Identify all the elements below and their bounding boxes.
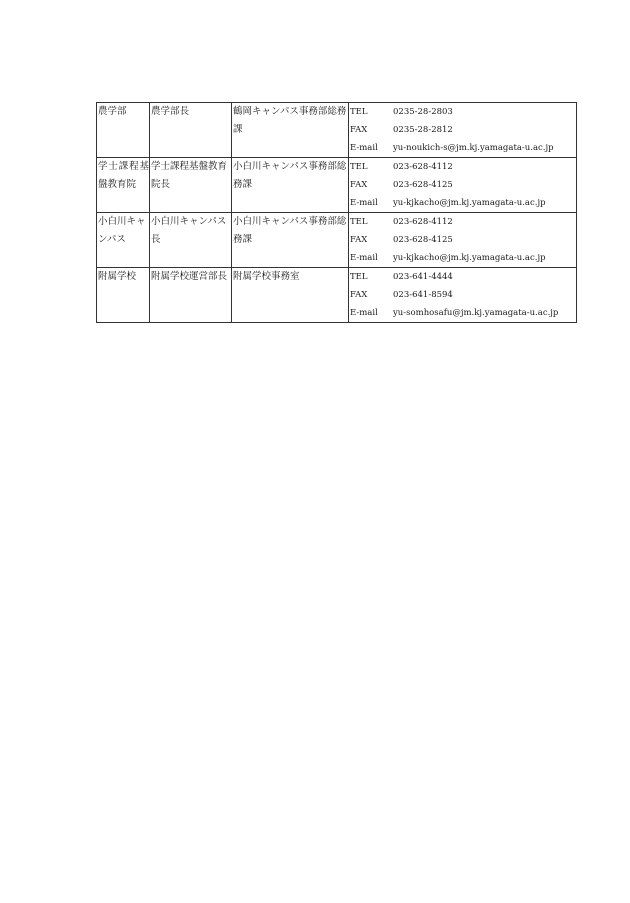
fax-line: [349, 231, 576, 249]
email-label: E-mail: [350, 198, 378, 208]
department-cell: 附属学校: [97, 268, 150, 323]
email-value: yu-kjkacho@jm.kj.yamagata-u.ac.jp: [393, 253, 546, 263]
email-label: E-mail: [350, 253, 378, 263]
title-cell: 小白川キャンパス長: [150, 213, 232, 268]
fax-label: FAX: [350, 290, 368, 300]
office-cell: 小白川キャンパス事務部総務課: [232, 158, 349, 213]
fax-label: FAX: [350, 125, 368, 135]
contact-cell: [349, 213, 577, 268]
department-cell: 小白川キャンパス: [97, 213, 150, 268]
table-row: [97, 103, 577, 158]
title-cell: 農学部長: [150, 103, 232, 158]
fax-line: [349, 176, 576, 194]
department-cell: 学士課程基盤教育院: [97, 158, 150, 213]
tel-line: [349, 213, 576, 231]
contact-cell: [349, 103, 577, 158]
email-value: yu-somhosafu@jm.kj.yamagata-u.ac.jp: [393, 308, 559, 318]
email-value: yu-kjkacho@jm.kj.yamagata-u.ac.jp: [393, 198, 546, 208]
tel-line: [349, 158, 576, 176]
fax-line: [349, 121, 576, 139]
title-cell: 学士課程基盤教育院長: [150, 158, 232, 213]
tel-value: 0235-28-2803: [393, 107, 453, 117]
email-line: [349, 304, 576, 322]
fax-value: 023-628-4125: [393, 180, 453, 190]
tel-value: 023-628-4112: [393, 217, 453, 227]
fax-label: FAX: [350, 180, 368, 190]
tel-value: 023-641-4444: [393, 272, 453, 282]
tel-line: [349, 103, 576, 121]
email-line: [349, 249, 576, 267]
email-line: [349, 139, 576, 157]
email-label: E-mail: [350, 143, 378, 153]
table-row: [97, 213, 577, 268]
fax-value: 023-628-4125: [393, 235, 453, 245]
contact-cell: [349, 268, 577, 323]
office-cell: 鶴岡キャンパス事務部総務課: [232, 103, 349, 158]
office-cell: 附属学校事務室: [232, 268, 349, 323]
title-cell: 附属学校運営部長: [150, 268, 232, 323]
tel-line: [349, 268, 576, 286]
office-cell: 小白川キャンパス事務部総務課: [232, 213, 349, 268]
email-line: [349, 194, 576, 212]
department-cell: 農学部: [97, 103, 150, 158]
table-row: [97, 158, 577, 213]
contact-cell: [349, 158, 577, 213]
email-label: E-mail: [350, 308, 378, 318]
tel-label: TEL: [350, 272, 368, 282]
fax-label: FAX: [350, 235, 368, 245]
tel-value: 023-628-4112: [393, 162, 453, 172]
contact-table: [96, 102, 577, 323]
email-value: yu-noukich-s@jm.kj.yamagata-u.ac.jp: [393, 143, 554, 153]
fax-value: 023-641-8594: [393, 290, 453, 300]
table-row: [97, 268, 577, 323]
tel-label: TEL: [350, 107, 368, 117]
tel-label: TEL: [350, 162, 368, 172]
tel-label: TEL: [350, 217, 368, 227]
fax-line: [349, 286, 576, 304]
fax-value: 0235-28-2812: [393, 125, 453, 135]
